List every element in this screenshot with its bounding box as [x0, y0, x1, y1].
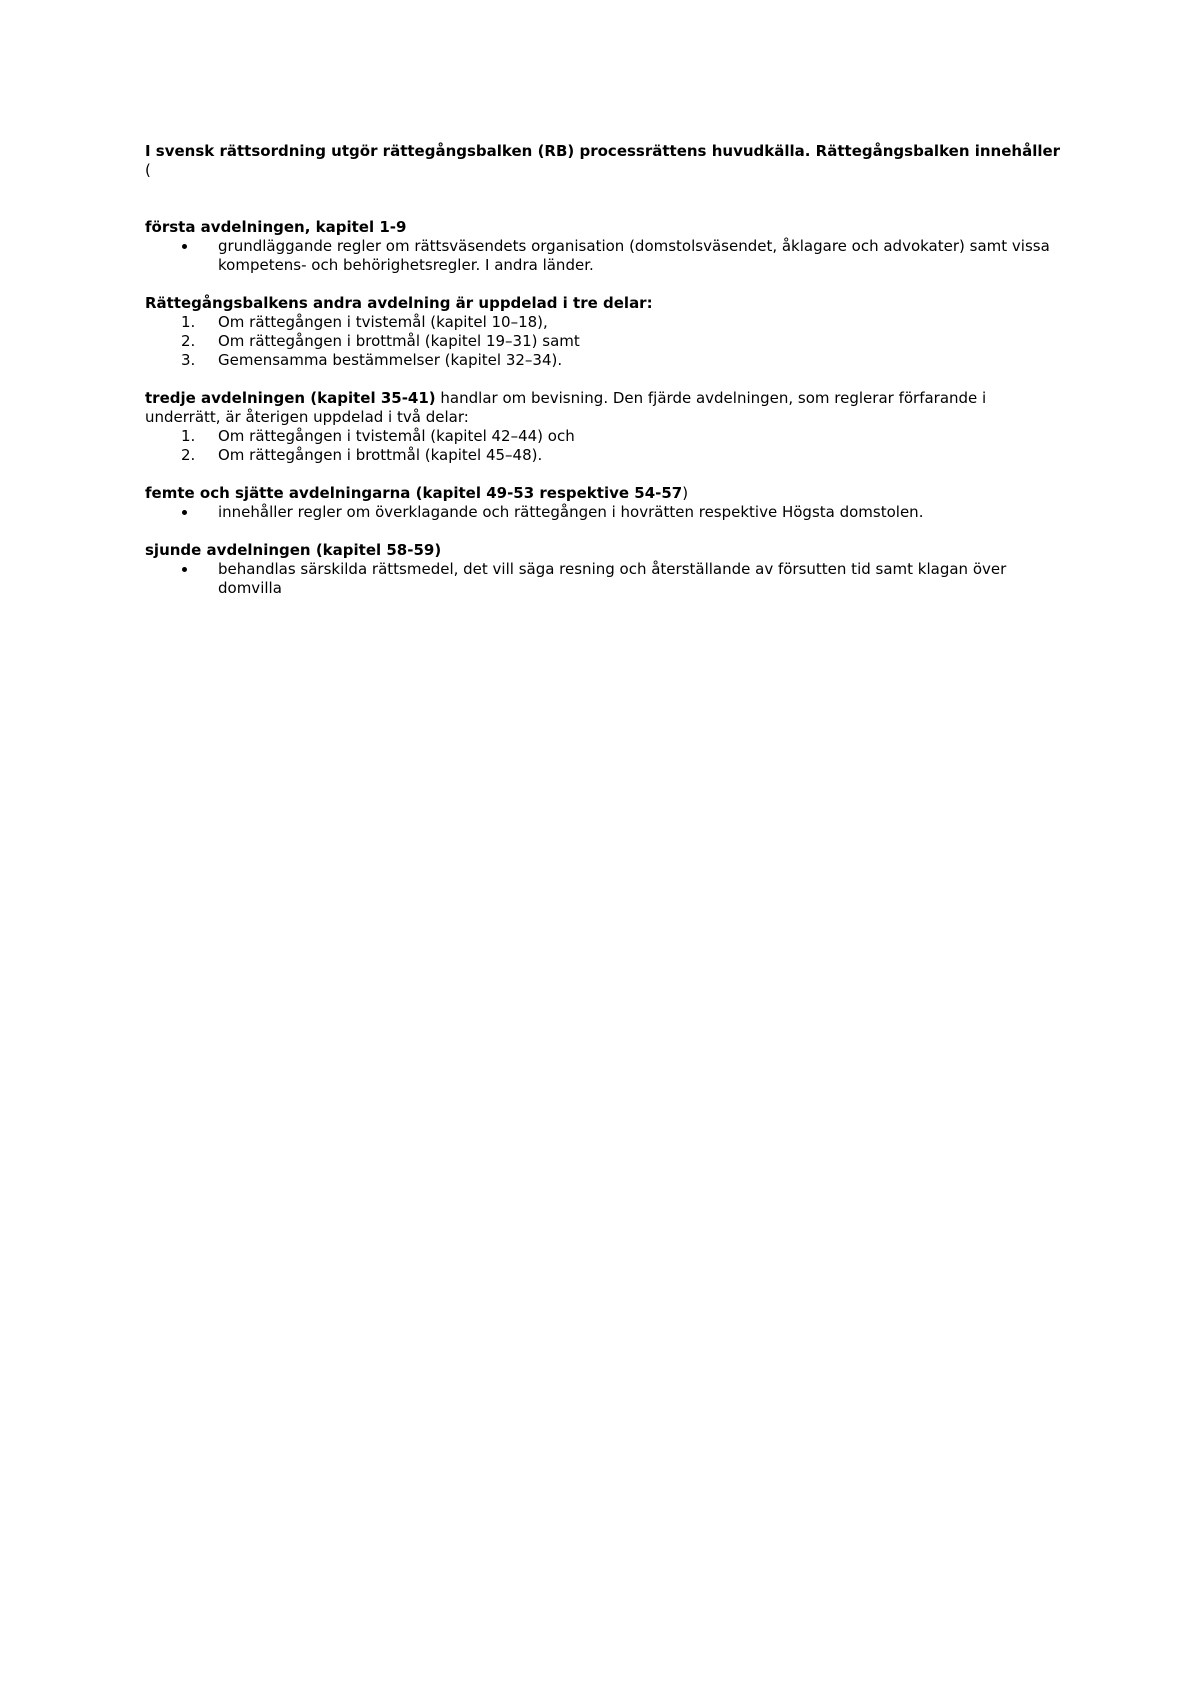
section-seventh [145, 541, 1065, 598]
section-second [145, 294, 1065, 370]
list-number: 2. [181, 446, 196, 464]
spacer [145, 180, 1065, 218]
section-heading: första avdelningen, kapitel 1-9 [145, 218, 407, 236]
list-item-text: Gemensamma bestämmelser (kapitel 32–34). [218, 351, 563, 369]
section-fifth-sixth [145, 484, 1065, 522]
list-item-text: Om rättegången i brottmål (kapitel 45–48). [218, 446, 543, 464]
section-heading-text: femte och sjätte avdelningarna (kapitel 49-53 respektive 54-57 [145, 484, 683, 502]
bullet-list [145, 560, 1065, 598]
list-item-text: innehåller regler om överklagande och rättegången i hovrätten respektive Högsta domstolen. [218, 503, 924, 521]
list-item-text: Om rättegången i tvistemål (kapitel 10–18), [218, 313, 548, 331]
intro-paragraph [145, 142, 1065, 180]
list-item-text: grundläggande regler om rättsväsendets organisation (domstolsväsendet, åklagare och advokater) samt vissa kompetens- och behörighetsregler. I andra länder. [218, 237, 1050, 274]
list-item [145, 560, 1065, 598]
list-item-text: behandlas särskilda rättsmedel, det vill säga resning och återställande av försutten tid samt klagan över domvilla [218, 560, 1007, 597]
list-item-text: Om rättegången i tvistemål (kapitel 42–44) och [218, 427, 575, 445]
bullet-list [145, 503, 1065, 522]
list-item [145, 332, 1065, 351]
list-item [145, 503, 1065, 522]
list-item [145, 313, 1065, 332]
intro-normal-text: ( [145, 161, 151, 179]
section-heading: sjunde avdelningen (kapitel 58-59) [145, 541, 442, 559]
list-number: 1. [181, 313, 196, 331]
section-paragraph [145, 389, 1065, 427]
list-item [145, 446, 1065, 465]
list-item-text: Om rättegången i brottmål (kapitel 19–31) samt [218, 332, 580, 350]
section-heading: Rättegångsbalkens andra avdelning är uppdelad i tre delar: [145, 294, 653, 312]
section-first [145, 218, 1065, 275]
list-item [145, 237, 1065, 275]
section-third [145, 389, 1065, 465]
intro-bold-text: I svensk rättsordning utgör rättegångsbalken (RB) processrättens huvudkälla. Rättegångsbalken innehåller [145, 142, 1061, 160]
numbered-list [145, 313, 1065, 370]
section-text: handlar om bevisning. Den fjärde avdelningen, som reglerar förfarande i underrätt, är återigen uppdelad i två delar: [145, 389, 987, 426]
list-number: 3. [181, 351, 196, 369]
document-body [145, 142, 1065, 617]
list-item [145, 351, 1065, 370]
list-number: 2. [181, 332, 196, 350]
list-item [145, 427, 1065, 446]
list-number: 1. [181, 427, 196, 445]
numbered-list [145, 427, 1065, 465]
bullet-icon [182, 244, 187, 249]
bullet-icon [182, 567, 187, 572]
section-heading-tail: ) [682, 484, 689, 502]
bullet-list [145, 237, 1065, 275]
section-heading [145, 484, 1065, 503]
bullet-icon [182, 510, 187, 515]
section-bold-lead: tredje avdelningen (kapitel 35-41) [145, 389, 436, 407]
